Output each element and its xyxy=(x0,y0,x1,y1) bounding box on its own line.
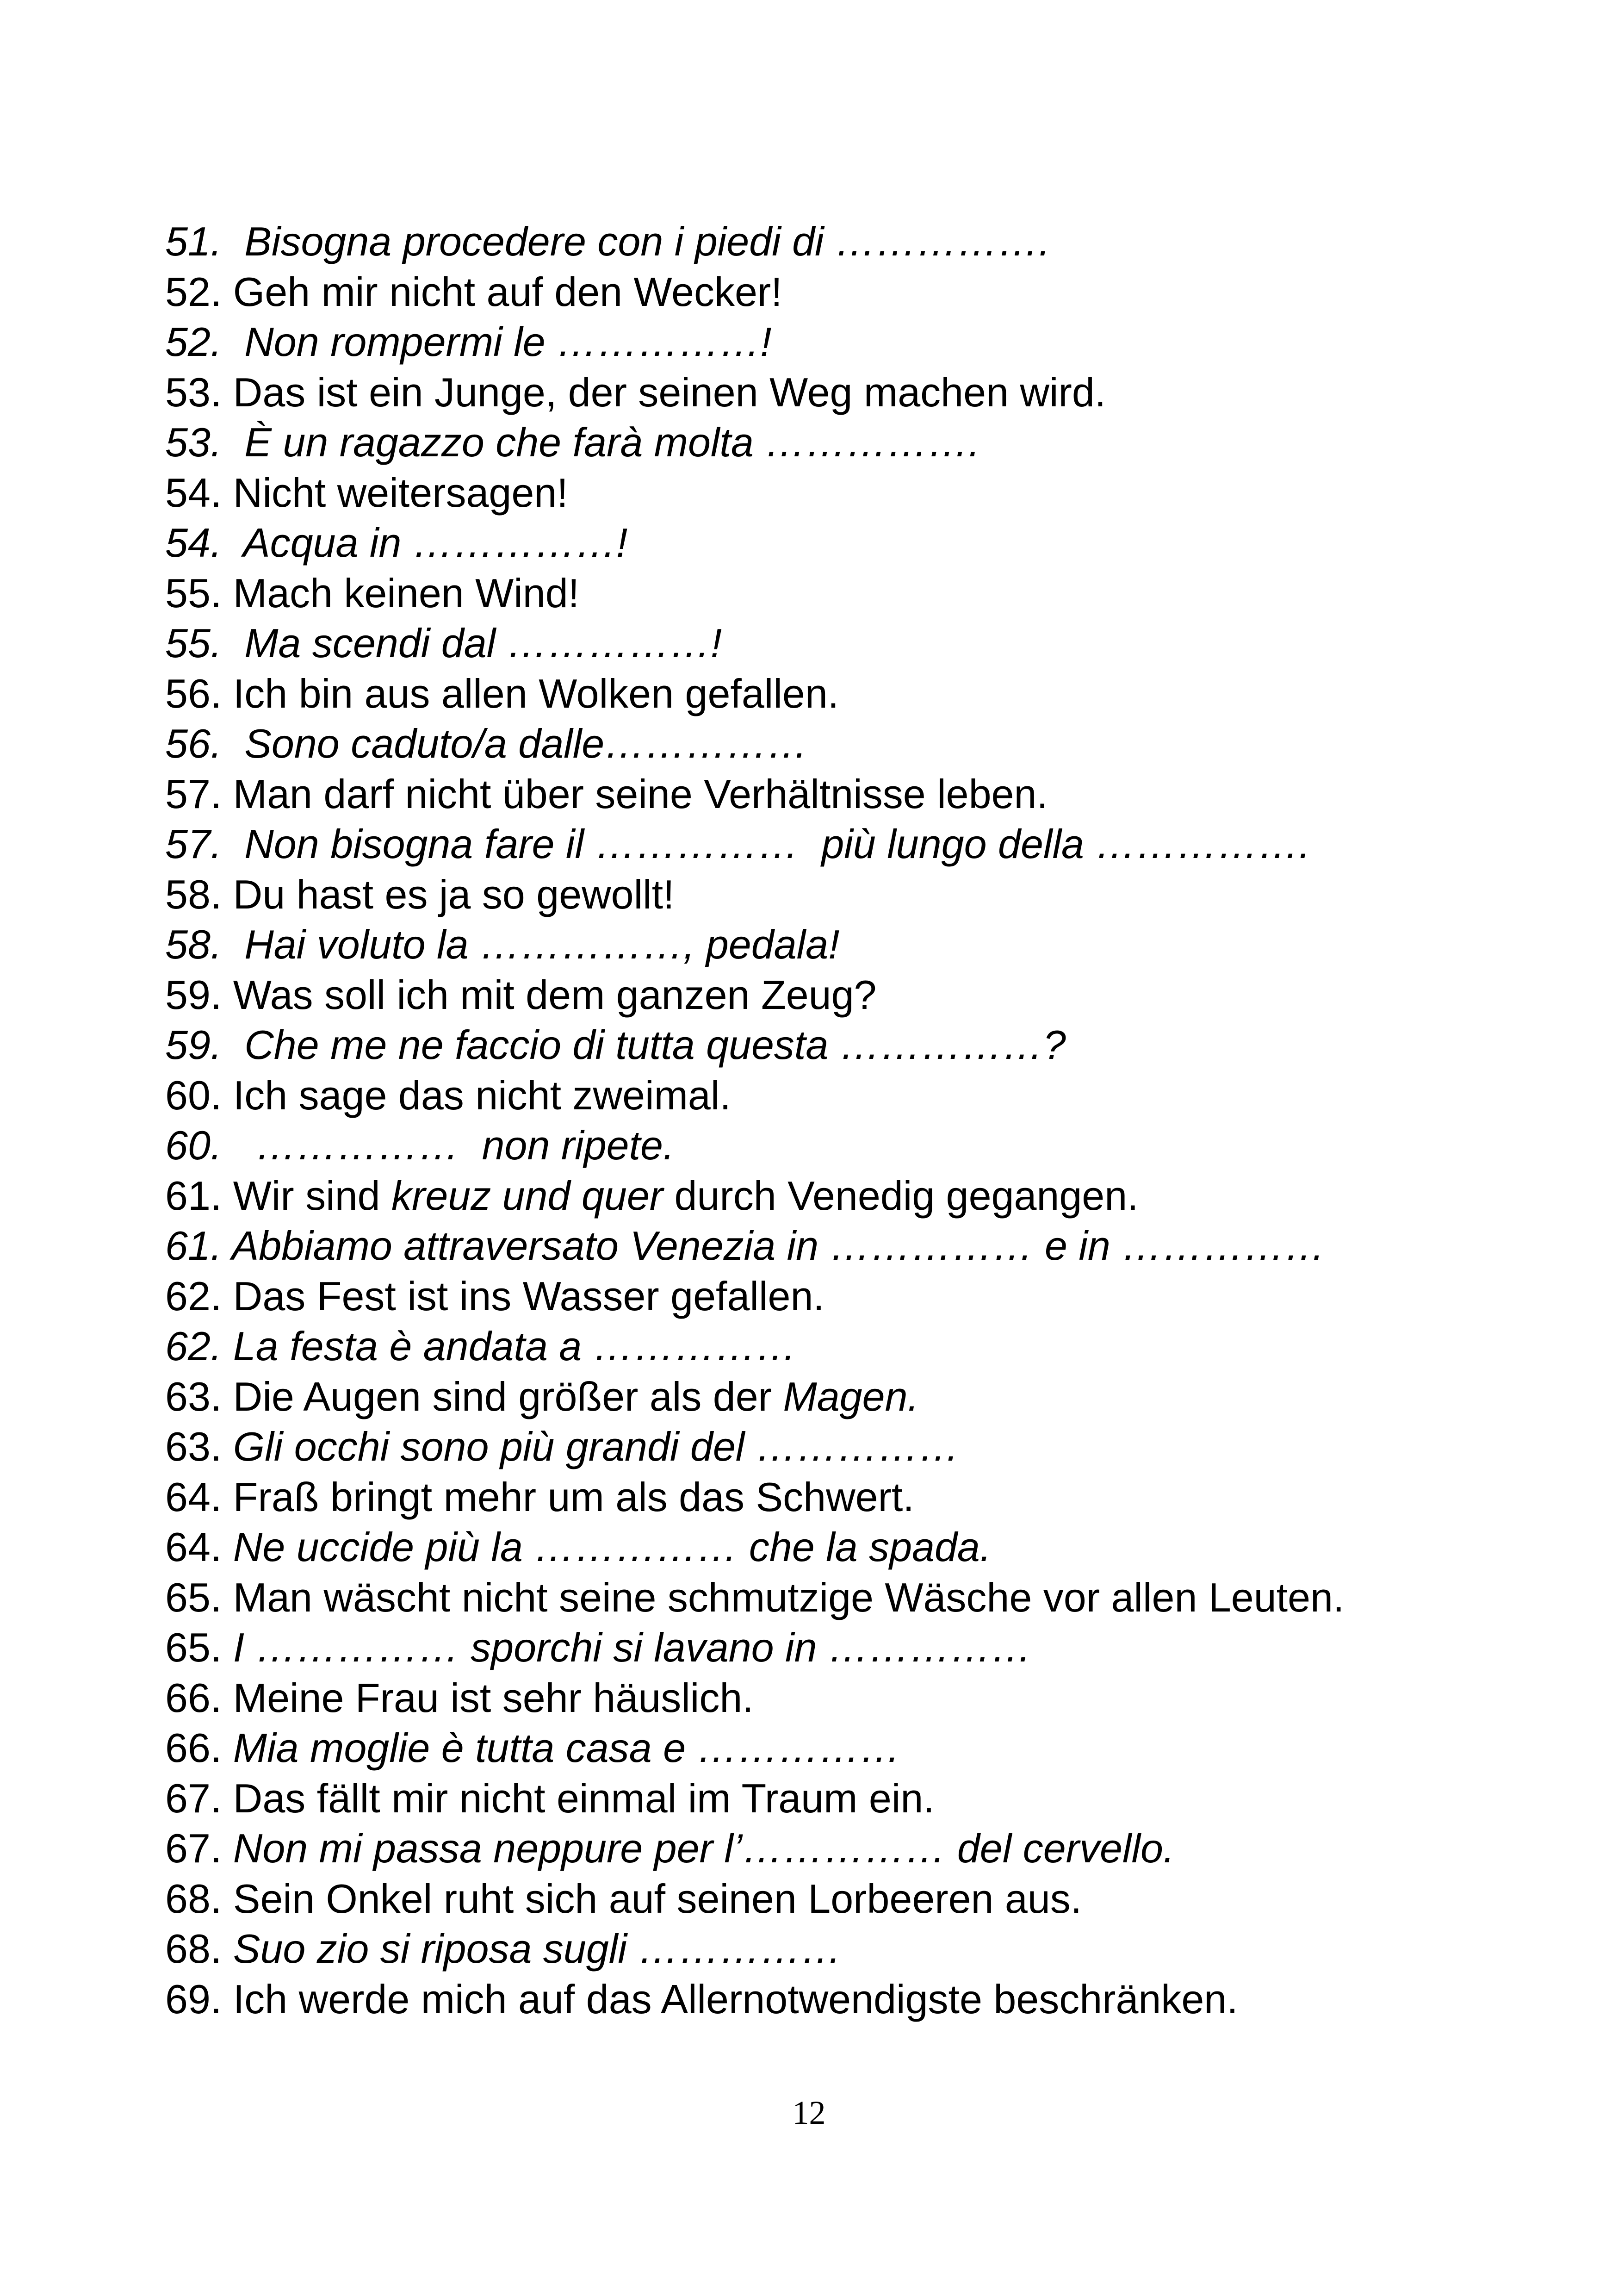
phrase-text: 62. La festa è andata a …………… xyxy=(165,1323,797,1369)
phrase-line xyxy=(165,1673,1553,1724)
phrase-text: Mia moglie è tutta casa e …………… xyxy=(233,1725,901,1771)
phrase-text: 57. Non bisogna fare il …………… più lungo della ……………. xyxy=(165,821,1310,867)
phrase-text: 54. Acqua in ……………! xyxy=(165,520,628,566)
phrase-text: 66. Meine Frau ist sehr häuslich. xyxy=(165,1674,754,1721)
phrase-line xyxy=(165,217,1553,267)
phrase-line xyxy=(165,1522,1553,1573)
phrase-line xyxy=(165,568,1553,619)
phrase-text: 58. Hai voluto la ……………, pedala! xyxy=(165,921,840,967)
phrase-text: 60. …………… non ripete. xyxy=(165,1122,675,1168)
phrase-text: 68. Sein Onkel ruht sich auf seinen Lorbeeren aus. xyxy=(165,1875,1082,1922)
phrase-line xyxy=(165,769,1553,820)
phrase-line xyxy=(165,267,1553,317)
phrase-text: 62. Das Fest ist ins Wasser gefallen. xyxy=(165,1273,824,1319)
phrase-text: Gli occhi sono più grandi del …………… xyxy=(233,1424,960,1469)
phrase-line xyxy=(165,1874,1553,1924)
phrase-text: 57. Man darf nicht über seine Verhältnisse leben. xyxy=(165,771,1048,817)
phrase-text: 56. Ich bin aus allen Wolken gefallen. xyxy=(165,670,839,716)
phrase-number: 64. xyxy=(165,1524,233,1570)
phrase-line xyxy=(165,468,1553,518)
phrase-text: 58. Du hast es ja so gewollt! xyxy=(165,871,675,917)
phrase-text: 67. Das fällt mir nicht einmal im Traum ein. xyxy=(165,1775,935,1821)
phrase-line xyxy=(165,970,1553,1020)
phrase-line xyxy=(165,1974,1553,2025)
phrase-number: 63. xyxy=(165,1424,233,1469)
phrase-line xyxy=(165,1321,1553,1372)
phrase-text: 51. Bisogna procedere con i piedi di ……………. xyxy=(165,218,1050,264)
phrase-emphasis: kreuz und quer xyxy=(391,1172,663,1219)
phrase-line xyxy=(165,1020,1553,1070)
phrase-line xyxy=(165,1823,1553,1874)
phrase-text: I …………… sporchi si lavano in …………… xyxy=(233,1624,1032,1670)
phrase-text: 63. Die Augen sind größer als der xyxy=(165,1373,783,1419)
phrase-line xyxy=(165,1120,1553,1171)
phrase-line xyxy=(165,719,1553,769)
phrase-number: 68. xyxy=(165,1926,233,1972)
phrase-text: 53. Das ist ein Junge, der seinen Weg machen wird. xyxy=(165,369,1106,415)
phrase-text: 61. Wir sind xyxy=(165,1172,392,1219)
phrase-emphasis: Magen. xyxy=(783,1373,919,1419)
phrase-line xyxy=(165,518,1553,568)
phrase-line xyxy=(165,870,1553,920)
phrase-text: Ne uccide più la …………… che la spada. xyxy=(233,1524,992,1570)
phrase-text: 69. Ich werde mich auf das Allernotwendigste beschränken. xyxy=(165,1976,1238,2022)
page-number: 12 xyxy=(792,2094,826,2131)
phrase-line xyxy=(165,1271,1553,1322)
phrase-line xyxy=(165,1723,1553,1773)
phrase-line xyxy=(165,1221,1553,1271)
phrase-text: durch Venedig gegangen. xyxy=(663,1172,1139,1219)
phrase-line xyxy=(165,1070,1553,1121)
phrase-line xyxy=(165,1924,1553,1974)
phrase-text: Non mi passa neppure per l’…………… del cervello. xyxy=(233,1825,1175,1871)
phrase-number: 65. xyxy=(165,1624,233,1670)
phrase-line xyxy=(165,417,1553,468)
phrase-line xyxy=(165,1171,1553,1221)
phrase-line xyxy=(165,1472,1553,1523)
phrase-line xyxy=(165,1573,1553,1623)
phrase-text: 60. Ich sage das nicht zweimal. xyxy=(165,1072,731,1118)
phrase-text: 65. Man wäscht nicht seine schmutzige Wäsche vor allen Leuten. xyxy=(165,1574,1345,1620)
phrase-line xyxy=(165,1422,1553,1472)
phrase-line xyxy=(165,1372,1553,1422)
phrase-text: 61. Abbiamo attraversato Venezia in …………… e in …………… xyxy=(165,1223,1326,1269)
phrase-line xyxy=(165,317,1553,367)
phrase-text: 55. Ma scendi dal ……………! xyxy=(165,620,722,666)
phrase-number: 67. xyxy=(165,1825,233,1871)
phrase-line xyxy=(165,618,1553,669)
phrase-text: 52. Geh mir nicht auf den Wecker! xyxy=(165,268,782,315)
phrase-line xyxy=(165,920,1553,970)
phrase-text: 55. Mach keinen Wind! xyxy=(165,570,580,616)
phrase-text: Suo zio si riposa sugli …………… xyxy=(233,1926,842,1972)
phrase-line xyxy=(165,819,1553,870)
phrase-line xyxy=(165,1623,1553,1673)
phrase-text: 59. Was soll ich mit dem ganzen Zeug? xyxy=(165,971,877,1018)
phrase-text: 56. Sono caduto/a dalle…………… xyxy=(165,721,808,766)
phrase-text: 53. È un ragazzo che farà molta ……………. xyxy=(165,419,980,465)
phrase-list xyxy=(165,217,1553,2024)
phrase-line xyxy=(165,669,1553,719)
phrase-text: 54. Nicht weitersagen! xyxy=(165,469,568,516)
phrase-line xyxy=(165,1773,1553,1824)
phrase-text: 59. Che me ne faccio di tutta questa ……………? xyxy=(165,1022,1066,1068)
phrase-text: 64. Fraß bringt mehr um als das Schwert. xyxy=(165,1474,914,1520)
phrase-line xyxy=(165,367,1553,418)
phrase-text: 52. Non rompermi le ……………! xyxy=(165,319,772,365)
phrase-number: 66. xyxy=(165,1725,233,1771)
